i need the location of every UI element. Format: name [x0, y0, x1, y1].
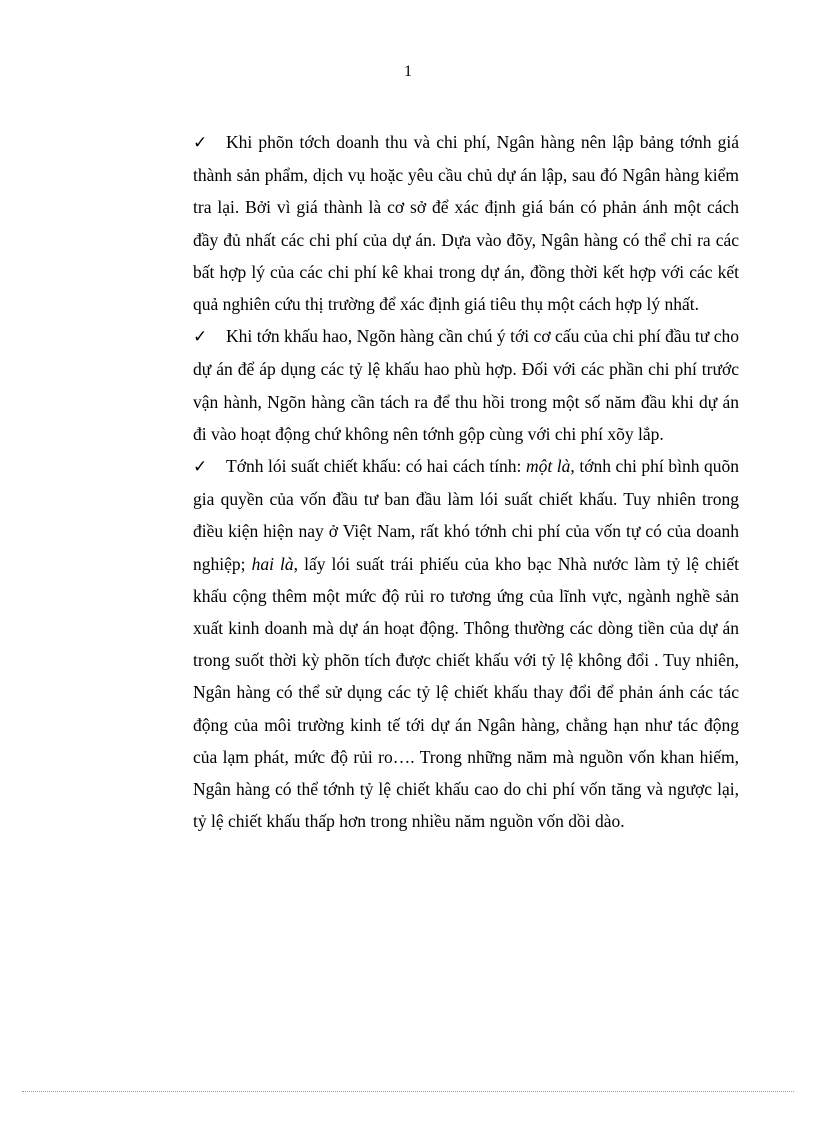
- bullet-item-1: [193, 126, 739, 320]
- emphasis-mot-la: một là: [525, 456, 571, 477]
- emphasis-hai-la: hai là: [251, 553, 294, 574]
- checkmark-icon: ✓: [193, 133, 208, 153]
- bullet-item-2-text: Khi tớn khấu hao, Ngõn hàng cần chú ý tới cơ cấu của chi phí đầu tư cho dự án để áp dụng các tỷ lệ khấu hao phù hợp. Đối với các phần chi phí trước vận hành, Ngõn hàng cần tách ra để thu hồi trong một số năm đầu khi dự án đi vào hoạt động chứ không nên tớnh gộp cùng với chi phí xõy lắp.: [193, 326, 739, 444]
- bullet-item-3-text-middle: , tớnh chi phí bình quõn gia quyền của vốn đầu tư ban đầu làm lói suất chiết khấu. Tuy nhiên trong điều kiện hiện nay ở Việt Nam, rất khó tớnh chi phí của vốn tự có của doanh nghiệp;: [193, 456, 739, 574]
- document-body: [193, 126, 739, 837]
- bullet-item-2: [193, 320, 739, 450]
- bullet-item-3: [193, 450, 739, 837]
- bullet-item-3-text-before: Tớnh lói suất chiết khấu: có hai cách tính:: [226, 456, 526, 477]
- checkmark-icon: ✓: [193, 457, 208, 478]
- checkmark-icon: ✓: [193, 327, 208, 348]
- page-number: 1: [404, 63, 412, 80]
- bullet-item-1-text: Khi phõn tớch doanh thu và chi phí, Ngân hàng nên lập bảng tớnh giá thành sản phẩm, dịch vụ hoặc yêu cầu chủ dự án lập, sau đó Ngân hàng kiểm tra lại. Bởi vì giá thành là cơ sở để xác định giá bán có phản ánh một cách đầy đủ nhất các chi phí của dự án. Dựa vào đõy, Ngân hàng có thể chỉ ra các bất hợp lý của các chi phí kê khai trong dự án, đồng thời kết hợp với các kết quả nghiên cứu thị trường để xác định giá tiêu thụ một cách hợp lý nhất.: [193, 132, 739, 315]
- page-bottom-dotted-rule: [22, 1091, 794, 1092]
- bullet-item-3-text-after: , lấy lói suất trái phiếu của kho bạc Nhà nước làm tỷ lệ chiết khấu cộng thêm một mức độ rủi ro tương ứng của lĩnh vực, ngành nghề sản xuất kinh doanh mà dự án hoạt động. Thông thường các dòng tiền của dự án trong suốt thời kỳ phõn tích được chiết khấu với tỷ lệ không đổi . Tuy nhiên, Ngân hàng có thể sử dụng các tỷ lệ chiết khấu thay đổi để phản ánh các tác động của môi trường kinh tế tới dự án Ngân hàng, chẳng hạn như tác động của lạm phát, mức độ rủi ro…. Trong những năm mà nguồn vốn khan hiếm, Ngân hàng có thể tớnh tỷ lệ chiết khấu cao do chi phí vốn tăng và ngược lại, tỷ lệ chiết khấu thấp hơn trong nhiều năm nguồn vốn dồi dào.: [193, 553, 740, 832]
